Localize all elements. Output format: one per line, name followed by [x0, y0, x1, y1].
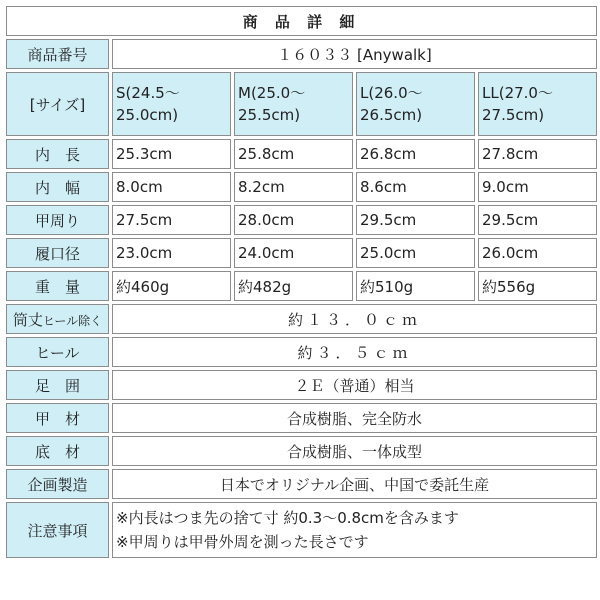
- opening-m: 24.0cm: [234, 238, 353, 268]
- manufacture-value: 日本でオリジナル企画、中国で委託生産: [112, 469, 597, 499]
- size-l: L(26.0～ 26.5cm): [356, 72, 475, 136]
- note-line-2: ※甲周りは甲骨外周を測った長さです: [116, 533, 369, 551]
- inner-width-l: 8.6cm: [356, 172, 475, 202]
- shaft-label-main: 筒丈: [12, 310, 43, 329]
- opening-ll: 26.0cm: [478, 238, 597, 268]
- label-opening: 履口径: [6, 238, 109, 268]
- label-foot-width: 足 囲: [6, 370, 109, 400]
- size-s: S(24.5～ 25.0cm): [112, 72, 231, 136]
- instep-ll: 29.5cm: [478, 205, 597, 235]
- shaft-height-value: 約１３．０ｃｍ: [112, 304, 597, 334]
- label-sole-material: 底 材: [6, 436, 109, 466]
- label-upper-material: 甲 材: [6, 403, 109, 433]
- product-number-value: １６０３３ [Anywalk]: [112, 39, 597, 69]
- weight-s: 約460g: [112, 271, 231, 301]
- label-product-number: 商品番号: [6, 39, 109, 69]
- label-manufacture: 企画製造: [6, 469, 109, 499]
- size-ll: LL(27.0～ 27.5cm): [478, 72, 597, 136]
- label-sizes: [サイズ]: [6, 72, 109, 136]
- inner-width-m: 8.2cm: [234, 172, 353, 202]
- spec-table: [3, 3, 600, 561]
- label-instep: 甲周り: [6, 205, 109, 235]
- inner-length-s: 25.3cm: [112, 139, 231, 169]
- product-detail-table: [3, 3, 597, 597]
- note-line-1: ※内長はつま先の捨て寸 約0.3～0.8cmを含みます: [116, 509, 459, 527]
- upper-material-value: 合成樹脂、完全防水: [112, 403, 597, 433]
- label-shaft-height: [6, 304, 109, 334]
- inner-width-ll: 9.0cm: [478, 172, 597, 202]
- shaft-label-sub: ヒール除く: [42, 313, 103, 328]
- label-weight: 重 量: [6, 271, 109, 301]
- weight-m: 約482g: [234, 271, 353, 301]
- size-m: M(25.0～ 25.5cm): [234, 72, 353, 136]
- weight-l: 約510g: [356, 271, 475, 301]
- opening-l: 25.0cm: [356, 238, 475, 268]
- instep-s: 27.5cm: [112, 205, 231, 235]
- label-heel: ヒール: [6, 337, 109, 367]
- instep-m: 28.0cm: [234, 205, 353, 235]
- label-inner-width: 内 幅: [6, 172, 109, 202]
- inner-length-l: 26.8cm: [356, 139, 475, 169]
- foot-width-value: ２Ｅ（普通）相当: [112, 370, 597, 400]
- heel-value: 約３．５ｃｍ: [112, 337, 597, 367]
- weight-ll: 約556g: [478, 271, 597, 301]
- sole-material-value: 合成樹脂、一体成型: [112, 436, 597, 466]
- notes-value: [112, 502, 597, 558]
- inner-length-m: 25.8cm: [234, 139, 353, 169]
- table-title: 商 品 詳 細: [6, 6, 597, 36]
- inner-length-ll: 27.8cm: [478, 139, 597, 169]
- instep-l: 29.5cm: [356, 205, 475, 235]
- inner-width-s: 8.0cm: [112, 172, 231, 202]
- opening-s: 23.0cm: [112, 238, 231, 268]
- label-notes: 注意事項: [6, 502, 109, 558]
- label-inner-length: 内 長: [6, 139, 109, 169]
